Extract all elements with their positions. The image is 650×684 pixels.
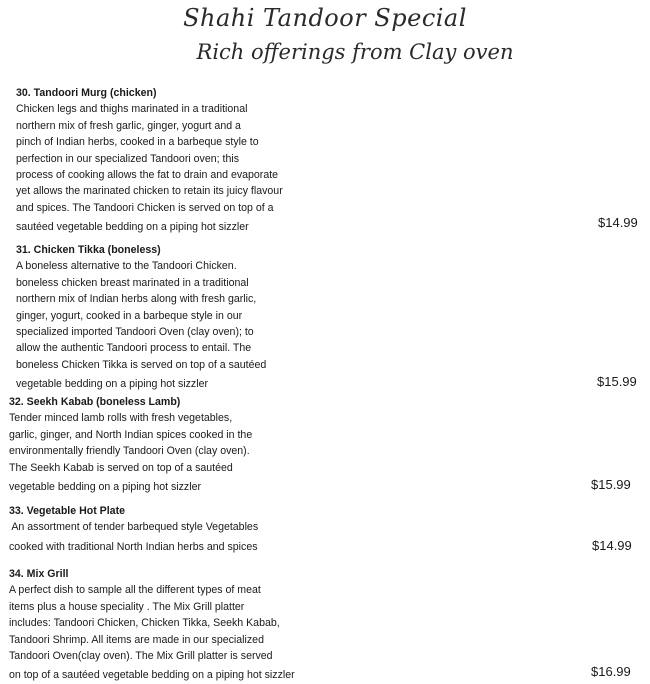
item-description-line: on top of a sautéed vegetable bedding on a piping hot sizzler bbox=[9, 669, 295, 682]
item-description-line: includes: Tandoori Chicken, Chicken Tikka, Seekh Kabab, bbox=[9, 617, 280, 630]
item-description-line: boneless Chicken Tikka is served on top of a sautéed bbox=[16, 358, 267, 371]
item-description-line: sautéed vegetable bedding on a piping hot sizzler bbox=[16, 221, 249, 234]
item-price: $14.99 bbox=[592, 538, 632, 553]
item-description-line: and spices. The Tandoori Chicken is served on top of a bbox=[16, 201, 274, 214]
item-description-line: vegetable bedding on a piping hot sizzler bbox=[16, 378, 209, 391]
item-description-line: Tandoori Oven(clay oven). The Mix Grill platter is served bbox=[9, 650, 273, 663]
item-name: 31. Chicken Tikka (boneless) bbox=[16, 244, 161, 256]
item-description-line: boneless chicken breast marinated in a traditional bbox=[16, 276, 249, 289]
item-description-line: allow the authentic Tandoori process to entail. The bbox=[16, 342, 252, 355]
item-description-line: Tandoori Shrimp. All items are made in our specialized bbox=[9, 633, 264, 646]
item-description-line: A perfect dish to sample all the different types of meat bbox=[9, 584, 261, 597]
item-description-line: items plus a house speciality . The Mix Grill platter bbox=[9, 600, 245, 613]
menu-item-vegetable-hot-plate bbox=[9, 503, 258, 555]
item-name: 30. Tandoori Murg (chicken) bbox=[16, 87, 157, 99]
item-description-line: cooked with traditional North Indian herbs and spices bbox=[9, 540, 258, 553]
item-name: 33. Vegetable Hot Plate bbox=[9, 505, 125, 517]
item-name: 34. Mix Grill bbox=[9, 568, 69, 580]
item-description-line: An assortment of tender barbequed style Vegetables bbox=[9, 521, 259, 534]
item-price: $15.99 bbox=[597, 374, 637, 389]
item-description-line: yet allows the marinated chicken to retain its juicy flavour bbox=[16, 185, 283, 198]
item-description-line: pinch of Indian herbs, cooked in a barbeque style to bbox=[16, 136, 259, 149]
item-price: $16.99 bbox=[591, 664, 631, 679]
item-description-line: A boneless alternative to the Tandoori Chicken. bbox=[16, 260, 237, 273]
menu-item-tandoori-murg bbox=[16, 85, 283, 236]
item-price: $14.99 bbox=[598, 215, 638, 230]
item-description-line: specialized imported Tandoori Oven (clay oven); to bbox=[16, 326, 254, 339]
item-description-line: northern mix of Indian herbs along with fresh garlic, bbox=[16, 293, 257, 306]
item-description-line: Chicken legs and thighs marinated in a traditional bbox=[16, 103, 248, 116]
item-description-line: Tender minced lamb rolls with fresh vegetables, bbox=[9, 412, 233, 425]
item-description-line: garlic, ginger, and North Indian spices cooked in the bbox=[9, 428, 253, 441]
menu-item-seekh-kabab bbox=[9, 394, 252, 495]
item-name: 32. Seekh Kabab (boneless Lamb) bbox=[9, 396, 181, 408]
item-description-line: northern mix of fresh garlic, ginger, yogurt and a bbox=[16, 119, 241, 132]
item-description-line: environmentally friendly Tandoori Oven (clay oven). bbox=[9, 445, 250, 458]
item-description-line: vegetable bedding on a piping hot sizzler bbox=[9, 481, 202, 494]
item-description-line: The Seekh Kabab is served on top of a sautéed bbox=[9, 461, 233, 474]
menu-item-chicken-tikka bbox=[16, 242, 266, 393]
menu-subtitle: Rich offerings from Clay oven bbox=[196, 40, 514, 64]
item-description-line: process of cooking allows the fat to drain and evaporate bbox=[16, 169, 279, 182]
item-price: $15.99 bbox=[591, 477, 631, 492]
menu-item-mix-grill bbox=[9, 566, 295, 684]
item-description-line: perfection in our specialized Tandoori oven; this bbox=[16, 152, 239, 165]
menu-title: Shahi Tandoor Special bbox=[183, 4, 467, 32]
item-description-line: ginger, yogurt, cooked in a barbeque style in our bbox=[16, 309, 243, 322]
